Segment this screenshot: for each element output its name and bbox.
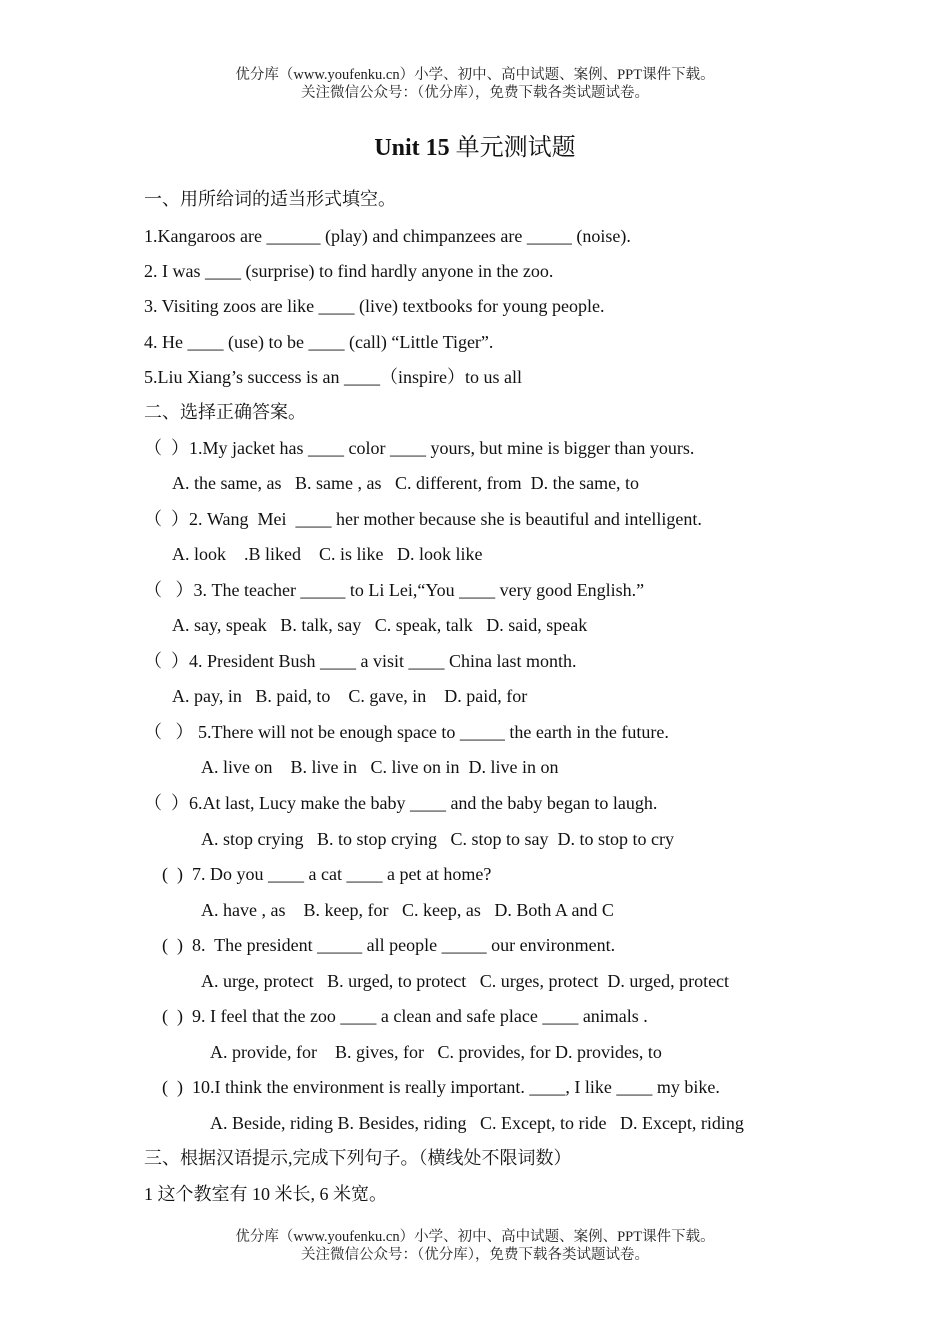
choice-question-1: （ ）1.My jacket has ____ color ____ yours, but mine is bigger than yours. [144, 438, 695, 458]
page-header [0, 66, 950, 102]
choice-options-1: A. the same, as B. same , as C. different, from D. the same, to [172, 473, 640, 493]
header-line-1: 优分库（www.youfenku.cn）小学、初中、高中试题、案例、PPT课件下载。 [235, 67, 715, 83]
choice-question-4: （ ）4. President Bush ____ a visit ____ China last month. [144, 651, 577, 671]
choice-options-5: A. live on B. live in C. live on in D. live in on [201, 757, 559, 777]
choice-question-8: ( ) 8. The president _____ all people _____ our environment. [162, 935, 616, 955]
choice-question-9: ( ) 9. I feel that the zoo ____ a clean and safe place ____ animals . [162, 1006, 648, 1026]
choice-options-4: A. pay, in B. paid, to C. gave, in D. paid, for [172, 686, 528, 706]
title-rest: 单元测试题 [449, 135, 576, 161]
fill-question-4: 4. He ____ (use) to be ____ (call) “Little Tiger”. [144, 332, 494, 352]
choice-question-5: （ ） 5.There will not be enough space to _____ the earth in the future. [144, 722, 669, 742]
fill-question-3: 3. Visiting zoos are like ____ (live) textbooks for young people. [144, 296, 605, 316]
choice-options-9: A. provide, for B. gives, for C. provides, for D. provides, to [210, 1042, 662, 1062]
section-1-heading: 一、用所给词的适当形式填空。 [144, 189, 396, 209]
choice-question-3: （ ）3. The teacher _____ to Li Lei,“You ____ very good English.” [144, 580, 645, 600]
title-unit: Unit 15 [374, 135, 450, 161]
choice-question-10: ( ) 10.I think the environment is really important. ____, I like ____ my bike. [162, 1077, 720, 1097]
choice-question-7: ( ) 7. Do you ____ a cat ____ a pet at home? [162, 864, 492, 884]
page-title [0, 132, 950, 164]
footer-line-1: 优分库（www.youfenku.cn）小学、初中、高中试题、案例、PPT课件下载。 [235, 1229, 715, 1245]
choice-options-3: A. say, speak B. talk, say C. speak, talk D. said, speak [172, 615, 588, 635]
choice-options-8: A. urge, protect B. urged, to protect C. urges, protect D. urged, protect [201, 971, 730, 991]
fill-question-1: 1.Kangaroos are ______ (play) and chimpanzees are _____ (noise). [144, 226, 631, 246]
fill-question-5: 5.Liu Xiang’s success is an ____（inspire）to us all [144, 367, 522, 387]
footer-line-2: 关注微信公众号：（优分库），免费下载各类试题试卷。 [301, 1247, 649, 1263]
translate-question-1: 1 这个教室有 10 米长, 6 米宽。 [144, 1184, 387, 1204]
section-2-heading: 二、选择正确答案。 [144, 402, 306, 422]
choice-question-2: （ ）2. Wang Mei ____ her mother because she is beautiful and intelligent. [144, 509, 702, 529]
page-footer [0, 1228, 950, 1264]
choice-options-7: A. have , as B. keep, for C. keep, as D. Both A and C [201, 900, 614, 920]
choice-question-6: （ ）6.At last, Lucy make the baby ____ and the baby began to laugh. [144, 793, 658, 813]
choice-options-6: A. stop crying B. to stop crying C. stop to say D. to stop to cry [201, 829, 674, 849]
choice-options-2: A. look .B liked C. is like D. look like [172, 544, 483, 564]
choice-options-10: A. Beside, riding B. Besides, riding C. Except, to ride D. Except, riding [210, 1113, 744, 1133]
section-3-heading: 三、根据汉语提示,完成下列句子。（横线处不限词数） [144, 1148, 572, 1168]
header-line-2: 关注微信公众号：（优分库），免费下载各类试题试卷。 [301, 85, 649, 101]
fill-question-2: 2. I was ____ (surprise) to find hardly anyone in the zoo. [144, 261, 554, 281]
